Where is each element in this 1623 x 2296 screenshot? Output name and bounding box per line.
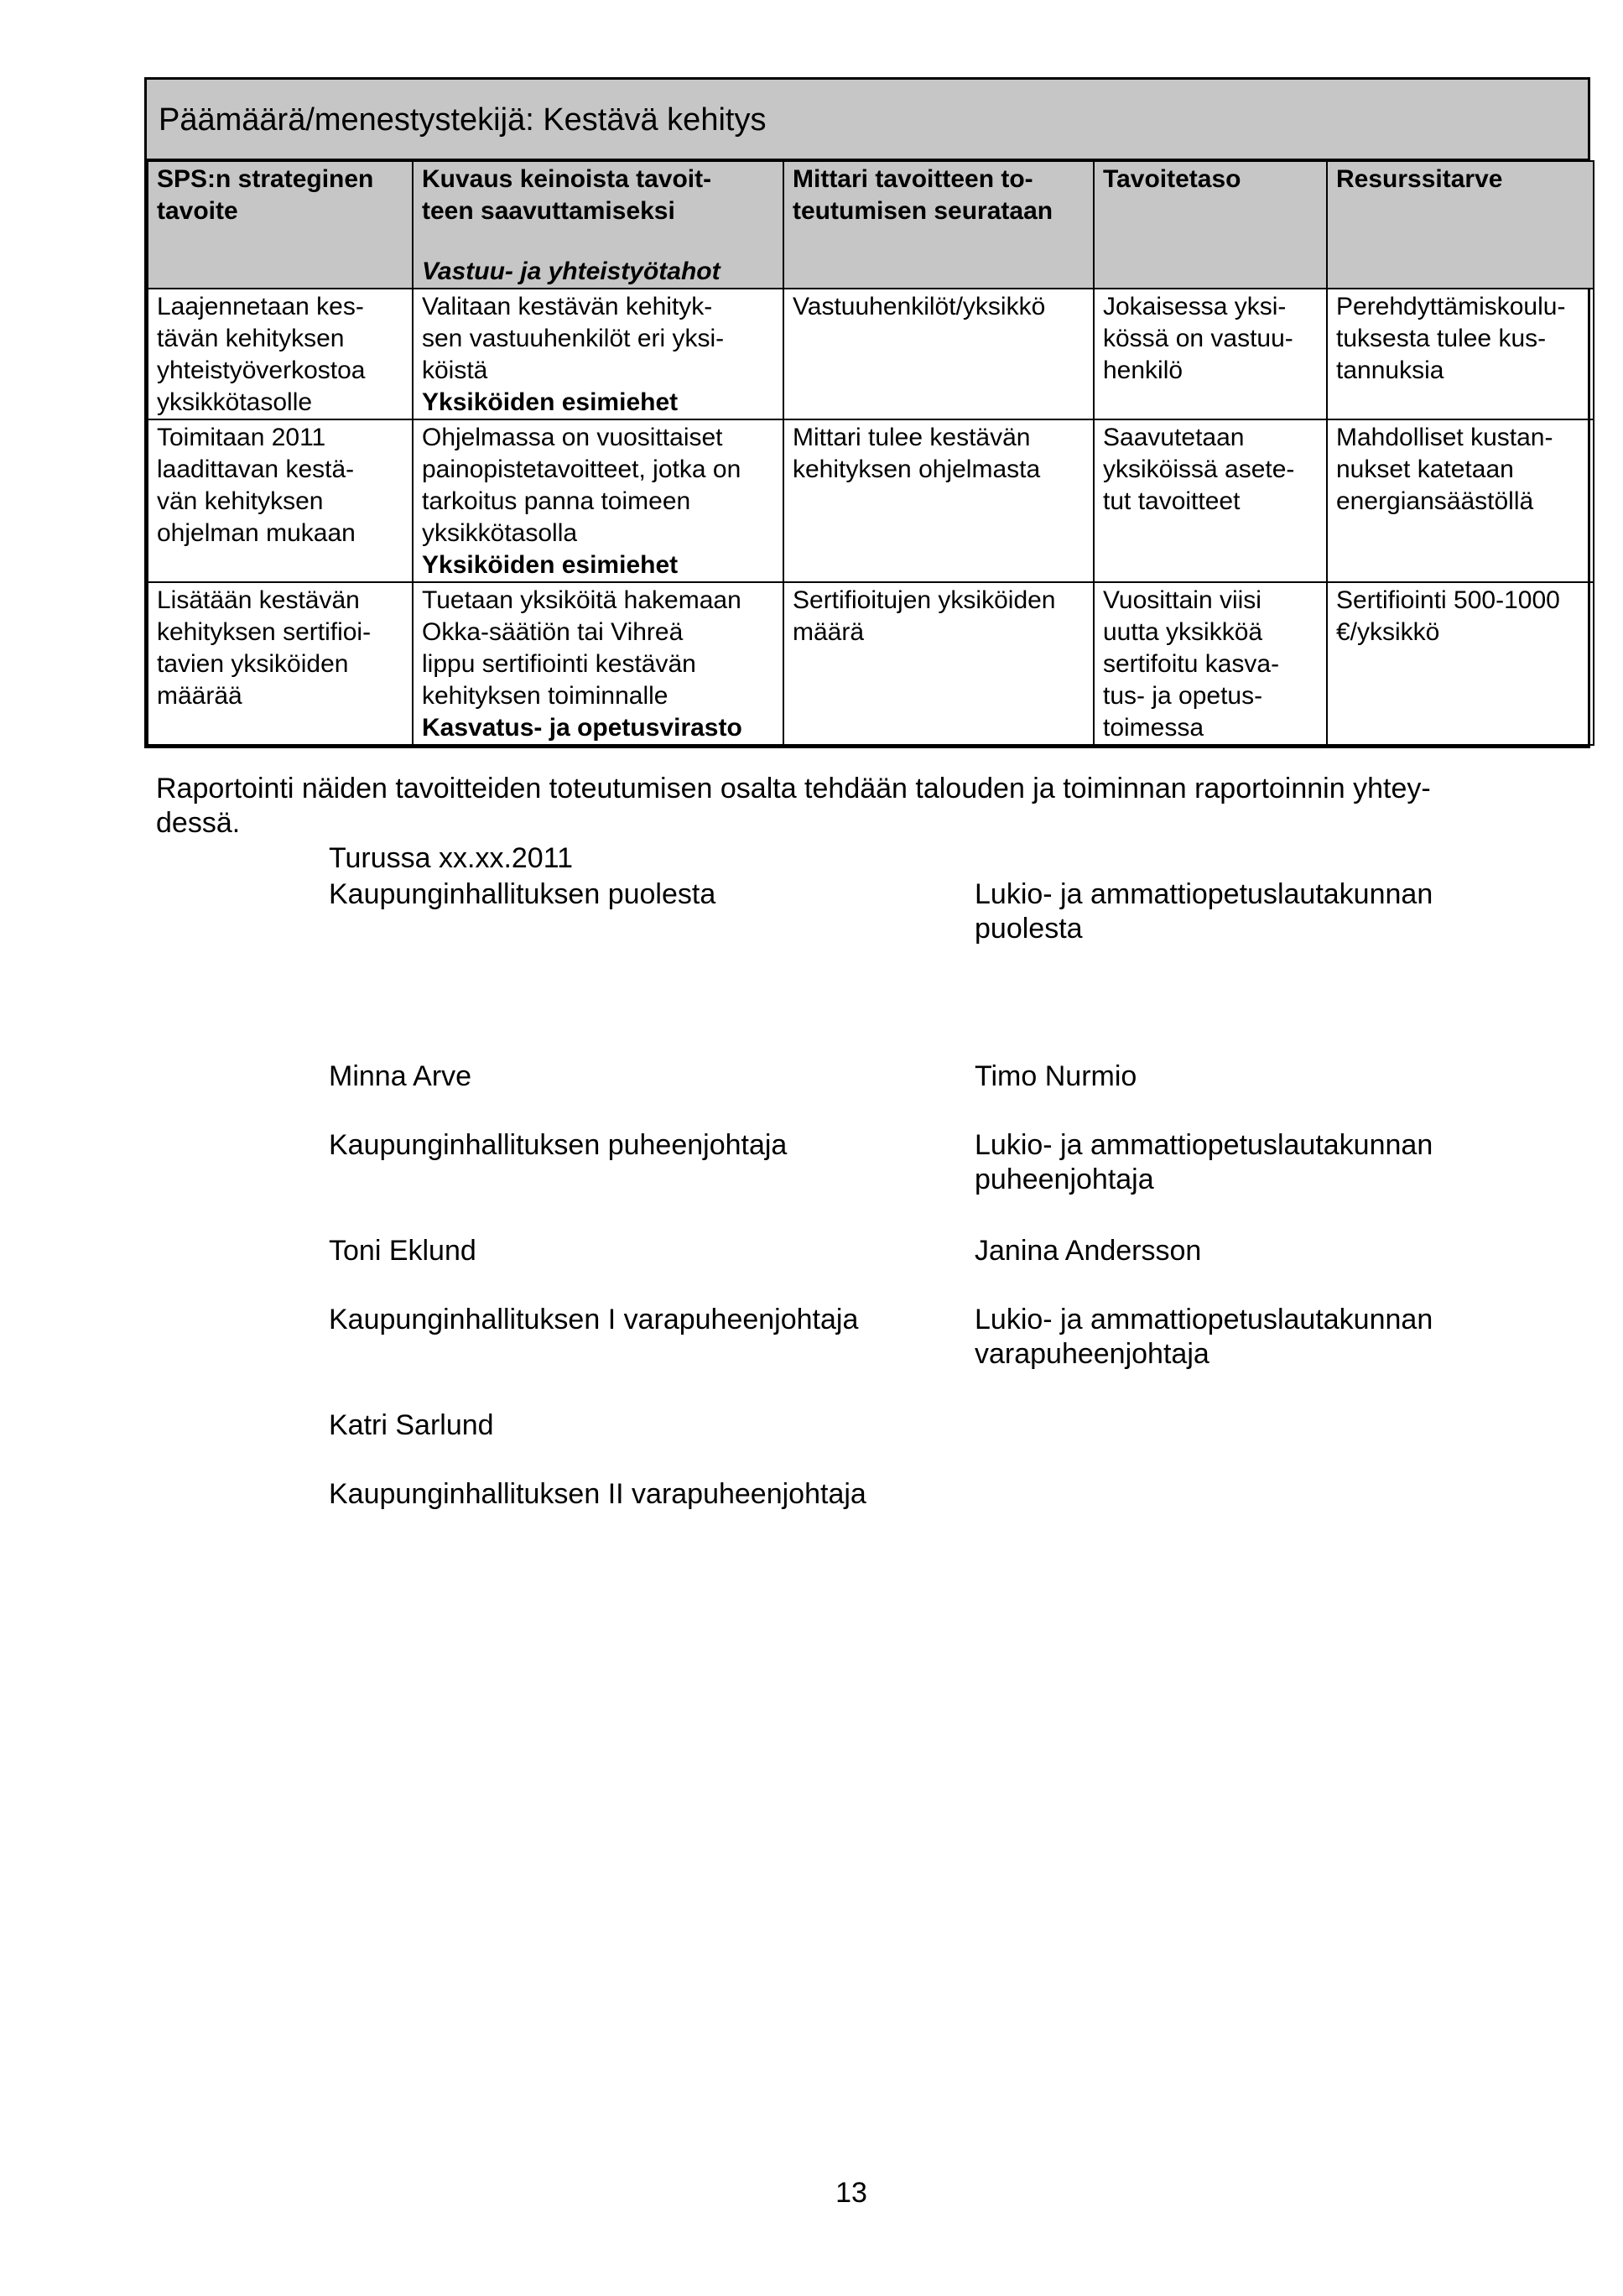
table-row	[148, 289, 1594, 419]
cell-means: Tuetaan yksiköitä hakemaan Okka-säätiön tai Vihreä lippu sertifiointi kestävän kehityksen toiminnalle Kasvatus- ja opetusvirasto	[413, 582, 783, 745]
cell-resources: Perehdyttämiskoulu- tuksesta tulee kus- tannuksia	[1327, 289, 1594, 419]
place-date: Turussa xx.xx.2011	[329, 842, 574, 874]
table-header-row	[148, 161, 1594, 289]
header-target: Tavoitetaso	[1094, 161, 1327, 289]
header-resources: Resurssitarve	[1327, 161, 1594, 289]
header-means: Kuvaus keinoista tavoit- teen saavuttamiseksi Vastuu- ja yhteistyötahot	[413, 161, 783, 289]
left-signature-heading: Kaupunginhallituksen puolesta	[329, 878, 716, 910]
signatory-block	[329, 1374, 866, 1546]
cell-indicator: Sertifioitujen yksiköiden määrä	[783, 582, 1094, 745]
signatory-block	[329, 1025, 787, 1197]
cell-goal: Toimitaan 2011 laadittavan kestä- vän kehityksen ohjelman mukaan	[148, 419, 413, 582]
cell-resources: Sertifiointi 500-1000 €/yksikkö	[1327, 582, 1594, 745]
signatory-title: Kaupunginhallituksen puheenjohtaja	[329, 1129, 788, 1161]
cell-goal: Laajennetaan kes- tävän kehityksen yhteistyöverkostoa yksikkötasolle	[148, 289, 413, 419]
cell-indicator: Vastuuhenkilöt/yksikkö	[783, 289, 1094, 419]
signatory-title: Kaupunginhallituksen I varapuheenjohtaja	[329, 1304, 859, 1335]
cell-goal: Lisätään kestävän kehityksen sertifioi- tavien yksiköiden määrää	[148, 582, 413, 745]
table-row	[148, 582, 1594, 745]
header-goal: SPS:n strateginen tavoite	[148, 161, 413, 289]
cell-responsible: Kasvatus- ja opetusvirasto	[422, 714, 742, 742]
right-signature-heading: Lukio- ja ammattiopetuslautakunnan puolesta	[975, 878, 1433, 945]
header-responsible: Vastuu- ja yhteistyötahot	[422, 258, 720, 285]
report-paragraph: Raportointi näiden tavoitteiden toteutumisen osalta tehdään talouden ja toiminnan raportoinnin yhtey- dessä.	[156, 773, 1431, 839]
table-title: Päämäärä/menestystekijä: Kestävä kehitys	[147, 80, 1588, 160]
cell-means: Ohjelmassa on vuosittaiset painopistetavoitteet, jotka on tarkoitus panna toimeen yksikkötasolla Yksiköiden esimiehet	[413, 419, 783, 582]
signatory-title: Lukio- ja ammattiopetuslautakunnan varapuheenjohtaja	[975, 1304, 1433, 1370]
signatory-title: Kaupunginhallituksen II varapuheenjohtaja	[329, 1478, 866, 1510]
signatory-name: Timo Nurmio	[975, 1060, 1137, 1092]
table-row	[148, 419, 1594, 582]
cell-means: Valitaan kestävän kehityk- sen vastuuhenkilöt eri yksi- köistä Yksiköiden esimiehet	[413, 289, 783, 419]
signatory-block	[329, 1200, 858, 1372]
signatory-name: Janina Andersson	[975, 1235, 1202, 1267]
signatory-name: Katri Sarlund	[329, 1409, 494, 1441]
table-grid	[147, 160, 1594, 746]
cell-responsible: Yksiköiden esimiehet	[422, 551, 679, 579]
page-number: 13	[835, 2177, 867, 2209]
signatory-block	[975, 1200, 1433, 1406]
goals-table	[144, 77, 1590, 748]
cell-responsible: Yksiköiden esimiehet	[422, 388, 679, 416]
cell-target: Vuosittain viisi uutta yksikköä sertifoitu kasva- tus- ja opetus- toimessa	[1094, 582, 1327, 745]
signatory-name: Toni Eklund	[329, 1235, 476, 1267]
cell-target: Saavutetaan yksiköissä asete- tut tavoitteet	[1094, 419, 1327, 582]
cell-indicator: Mittari tulee kestävän kehityksen ohjelmasta	[783, 419, 1094, 582]
signatory-title: Lukio- ja ammattiopetuslautakunnan puheenjohtaja	[975, 1129, 1433, 1195]
cell-resources: Mahdolliset kustan- nukset katetaan energiansäästöllä	[1327, 419, 1594, 582]
header-indicator: Mittari tavoitteen to- teutumisen seurataan	[783, 161, 1094, 289]
cell-target: Jokaisessa yksi- kössä on vastuu- henkilö	[1094, 289, 1327, 419]
signatory-name: Minna Arve	[329, 1060, 472, 1092]
